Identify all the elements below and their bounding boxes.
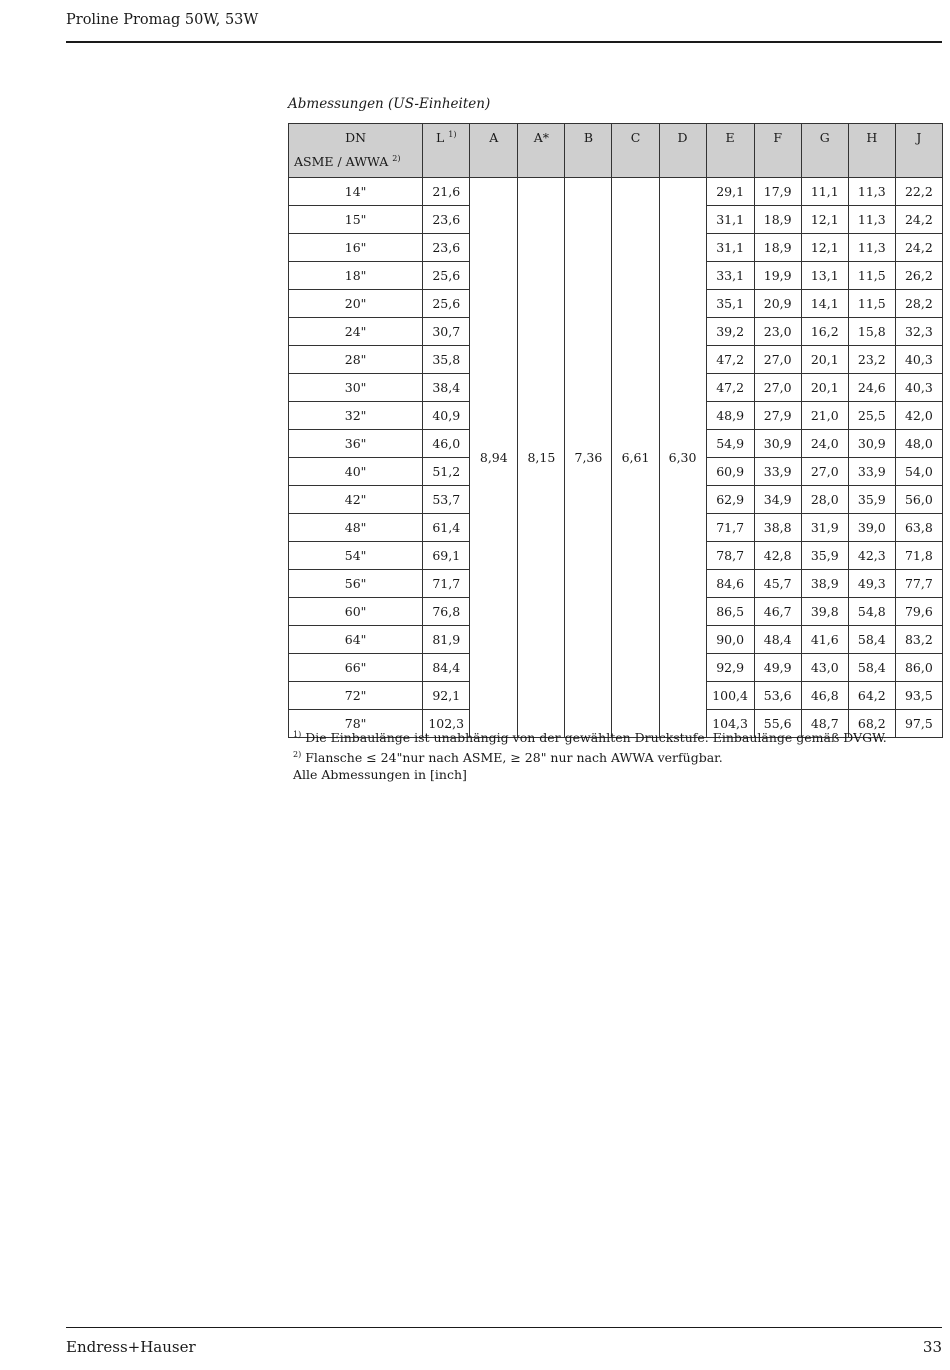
cell-j: 71,8 [895, 542, 942, 570]
cell-e: 92,9 [706, 654, 754, 682]
cell-g: 21,0 [801, 402, 848, 430]
cell-g: 38,9 [801, 570, 848, 598]
cell-j: 83,2 [895, 626, 942, 654]
header-h: H [848, 124, 895, 178]
cell-f: 27,0 [754, 374, 801, 402]
cell-e: 90,0 [706, 626, 754, 654]
cell-f: 33,9 [754, 458, 801, 486]
cell-e: 35,1 [706, 290, 754, 318]
cell-l: 38,4 [423, 374, 470, 402]
footnote-ref-1: 1) [448, 130, 457, 139]
cell-l: 25,6 [423, 290, 470, 318]
dimensions-table [288, 123, 943, 738]
footnote-2-text: Flansche ≤ 24"nur nach ASME, ≥ 28" nur nach AWWA verfügbar. [305, 750, 723, 765]
header-b: B [565, 124, 612, 178]
cell-l: 81,9 [423, 626, 470, 654]
cell-g: 11,1 [801, 178, 848, 206]
cell-f: 23,0 [754, 318, 801, 346]
cell-f: 27,0 [754, 346, 801, 374]
cell-dn: 14" [289, 178, 423, 206]
footnote-2-mark: 2) [293, 750, 302, 759]
cell-g: 48,7 [801, 710, 848, 738]
units-note: Alle Abmessungen in [inch] [293, 767, 467, 782]
header-j: J [895, 124, 942, 178]
cell-h: 39,0 [848, 514, 895, 542]
cell-l: 61,4 [423, 514, 470, 542]
cell-dn: 78" [289, 710, 423, 738]
cell-l: 84,4 [423, 654, 470, 682]
footnote-1-text: Die Einbaulänge ist unabhängig von der gewählten Druckstufe. Einbaulänge gemäß DVGW. [305, 730, 887, 745]
cell-f: 48,4 [754, 626, 801, 654]
table-body [289, 178, 943, 738]
cell-j: 26,2 [895, 262, 942, 290]
cell-l: 30,7 [423, 318, 470, 346]
header-f: F [754, 124, 801, 178]
cell-h: 25,5 [848, 402, 895, 430]
cell-g: 13,1 [801, 262, 848, 290]
cell-h: 11,3 [848, 178, 895, 206]
cell-dn: 15" [289, 206, 423, 234]
table-caption: Abmessungen (US-Einheiten) [288, 96, 491, 112]
footer-brand: Endress+Hauser [66, 1338, 196, 1356]
cell-f: 19,9 [754, 262, 801, 290]
cell-j: 32,3 [895, 318, 942, 346]
cell-j: 93,5 [895, 682, 942, 710]
header-g: G [801, 124, 848, 178]
cell-f: 46,7 [754, 598, 801, 626]
cell-f: 17,9 [754, 178, 801, 206]
header-dn-standard [294, 154, 401, 169]
header-c: C [612, 124, 659, 178]
cell-dn: 42" [289, 486, 423, 514]
cell-dn: 72" [289, 682, 423, 710]
cell-f: 53,6 [754, 682, 801, 710]
cell-dn: 48" [289, 514, 423, 542]
merged-d: 6,30 [659, 178, 706, 738]
cell-h: 15,8 [848, 318, 895, 346]
cell-dn: 20" [289, 290, 423, 318]
cell-l: 76,8 [423, 598, 470, 626]
cell-h: 30,9 [848, 430, 895, 458]
cell-l: 71,7 [423, 570, 470, 598]
cell-e: 60,9 [706, 458, 754, 486]
cell-e: 29,1 [706, 178, 754, 206]
header-dn [289, 124, 423, 178]
cell-l: 23,6 [423, 206, 470, 234]
cell-h: 11,3 [848, 234, 895, 262]
page-number: 33 [922, 1338, 942, 1356]
cell-l: 40,9 [423, 402, 470, 430]
cell-f: 27,9 [754, 402, 801, 430]
cell-h: 64,2 [848, 682, 895, 710]
cell-e: 31,1 [706, 206, 754, 234]
header-dn-label: DN [345, 130, 367, 145]
cell-f: 20,9 [754, 290, 801, 318]
cell-l: 53,7 [423, 486, 470, 514]
header-a: A [470, 124, 518, 178]
merged-a: 8,94 [470, 178, 518, 738]
cell-j: 97,5 [895, 710, 942, 738]
cell-h: 11,5 [848, 262, 895, 290]
footnote-1-mark: 1) [293, 730, 302, 739]
cell-f: 55,6 [754, 710, 801, 738]
cell-dn: 18" [289, 262, 423, 290]
cell-j: 24,2 [895, 234, 942, 262]
cell-e: 33,1 [706, 262, 754, 290]
cell-h: 11,3 [848, 206, 895, 234]
cell-dn: 64" [289, 626, 423, 654]
table-row [289, 178, 943, 206]
cell-f: 34,9 [754, 486, 801, 514]
header-d: D [659, 124, 706, 178]
cell-g: 24,0 [801, 430, 848, 458]
cell-l: 23,6 [423, 234, 470, 262]
cell-l: 46,0 [423, 430, 470, 458]
cell-j: 56,0 [895, 486, 942, 514]
cell-j: 54,0 [895, 458, 942, 486]
cell-e: 100,4 [706, 682, 754, 710]
cell-dn: 24" [289, 318, 423, 346]
cell-f: 45,7 [754, 570, 801, 598]
cell-j: 24,2 [895, 206, 942, 234]
cell-l: 51,2 [423, 458, 470, 486]
footer-divider [66, 1327, 942, 1328]
cell-f: 18,9 [754, 234, 801, 262]
cell-f: 30,9 [754, 430, 801, 458]
cell-g: 27,0 [801, 458, 848, 486]
cell-e: 86,5 [706, 598, 754, 626]
cell-e: 39,2 [706, 318, 754, 346]
cell-g: 35,9 [801, 542, 848, 570]
cell-dn: 30" [289, 374, 423, 402]
cell-h: 58,4 [848, 626, 895, 654]
cell-j: 79,6 [895, 598, 942, 626]
cell-g: 20,1 [801, 374, 848, 402]
footnotes [293, 726, 887, 783]
cell-e: 71,7 [706, 514, 754, 542]
cell-e: 47,2 [706, 346, 754, 374]
cell-g: 39,8 [801, 598, 848, 626]
cell-f: 38,8 [754, 514, 801, 542]
cell-h: 24,6 [848, 374, 895, 402]
cell-l: 21,6 [423, 178, 470, 206]
cell-f: 18,9 [754, 206, 801, 234]
cell-g: 28,0 [801, 486, 848, 514]
cell-j: 40,3 [895, 374, 942, 402]
header-l [423, 124, 470, 178]
merged-b: 7,36 [565, 178, 612, 738]
cell-e: 104,3 [706, 710, 754, 738]
cell-dn: 28" [289, 346, 423, 374]
cell-dn: 40" [289, 458, 423, 486]
cell-h: 35,9 [848, 486, 895, 514]
cell-j: 42,0 [895, 402, 942, 430]
cell-h: 42,3 [848, 542, 895, 570]
header-a-star: A* [518, 124, 565, 178]
cell-e: 48,9 [706, 402, 754, 430]
cell-f: 42,8 [754, 542, 801, 570]
cell-e: 47,2 [706, 374, 754, 402]
footnote-1 [293, 726, 887, 746]
cell-e: 84,6 [706, 570, 754, 598]
cell-g: 16,2 [801, 318, 848, 346]
cell-j: 86,0 [895, 654, 942, 682]
cell-dn: 60" [289, 598, 423, 626]
cell-l: 102,3 [423, 710, 470, 738]
cell-dn: 56" [289, 570, 423, 598]
cell-l: 92,1 [423, 682, 470, 710]
cell-l: 35,8 [423, 346, 470, 374]
header-divider [66, 41, 942, 43]
cell-g: 12,1 [801, 206, 848, 234]
cell-j: 63,8 [895, 514, 942, 542]
cell-e: 62,9 [706, 486, 754, 514]
cell-j: 77,7 [895, 570, 942, 598]
table-header-row [289, 124, 943, 178]
header-dn-standard-text: ASME / AWWA [294, 154, 389, 169]
cell-g: 46,8 [801, 682, 848, 710]
cell-j: 40,3 [895, 346, 942, 374]
cell-h: 68,2 [848, 710, 895, 738]
cell-dn: 16" [289, 234, 423, 262]
cell-j: 22,2 [895, 178, 942, 206]
cell-j: 48,0 [895, 430, 942, 458]
cell-g: 20,1 [801, 346, 848, 374]
merged-c: 6,61 [612, 178, 659, 738]
cell-l: 69,1 [423, 542, 470, 570]
cell-h: 54,8 [848, 598, 895, 626]
cell-h: 58,4 [848, 654, 895, 682]
cell-h: 11,5 [848, 290, 895, 318]
cell-h: 33,9 [848, 458, 895, 486]
cell-g: 12,1 [801, 234, 848, 262]
cell-g: 41,6 [801, 626, 848, 654]
footnote-ref-2: 2) [392, 154, 401, 163]
page-header-title: Proline Promag 50W, 53W [66, 12, 259, 28]
header-e: E [706, 124, 754, 178]
cell-e: 54,9 [706, 430, 754, 458]
cell-e: 31,1 [706, 234, 754, 262]
cell-h: 49,3 [848, 570, 895, 598]
cell-dn: 32" [289, 402, 423, 430]
cell-g: 43,0 [801, 654, 848, 682]
cell-g: 14,1 [801, 290, 848, 318]
footnote-2 [293, 746, 887, 766]
cell-dn: 36" [289, 430, 423, 458]
cell-h: 23,2 [848, 346, 895, 374]
cell-j: 28,2 [895, 290, 942, 318]
cell-f: 49,9 [754, 654, 801, 682]
cell-dn: 66" [289, 654, 423, 682]
cell-g: 31,9 [801, 514, 848, 542]
cell-dn: 54" [289, 542, 423, 570]
cell-l: 25,6 [423, 262, 470, 290]
cell-e: 78,7 [706, 542, 754, 570]
header-l-label: L [435, 130, 445, 145]
merged-a-star: 8,15 [518, 178, 565, 738]
